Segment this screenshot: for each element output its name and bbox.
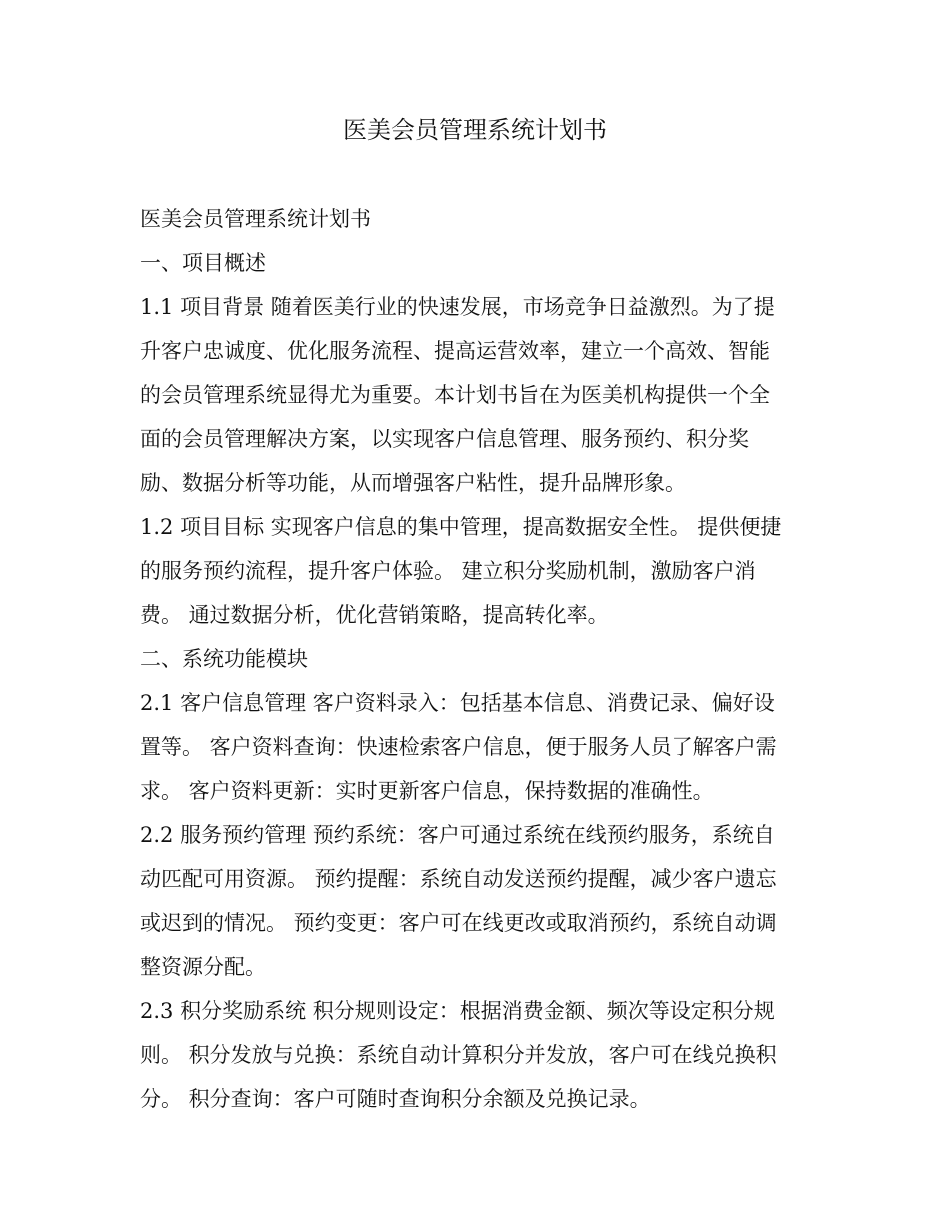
document-body (140, 197, 805, 1121)
body-line: 则。 积分发放与兑换：系统自动计算积分并发放，客户可在线兑换积 (140, 1043, 777, 1067)
section-heading: 一、项目概述 (140, 251, 266, 275)
body-line: 2.2 服务预约管理 预约系统：客户可通过系统在线预约服务，系统自 (140, 823, 775, 847)
body-line: 1.2 项目目标 实现客户信息的集中管理，提高数据安全性。 提供便捷 (140, 515, 782, 539)
body-line: 面的会员管理解决方案，以实现客户信息管理、服务预约、积分奖 (140, 427, 749, 451)
body-line: 整资源分配。 (140, 955, 266, 979)
body-line: 升客户忠诚度、优化服务流程、提高运营效率，建立一个高效、智能 (140, 339, 770, 363)
body-line: 1.1 项目背景 随着医美行业的快速发展，市场竞争日益激烈。为了提 (140, 295, 775, 319)
body-line: 动匹配可用资源。 预约提醒：系统自动发送预约提醒，减少客户遗忘 (140, 867, 777, 891)
body-line: 的服务预约流程，提升客户体验。 建立积分奖励机制，激励客户消 (140, 559, 756, 583)
body-line: 2.3 积分奖励系统 积分规则设定：根据消费金额、频次等设定积分规 (140, 999, 775, 1023)
body-line: 2.1 客户信息管理 客户资料录入：包括基本信息、消费记录、偏好设 (140, 691, 775, 715)
body-line: 或迟到的情况。 预约变更：客户可在线更改或取消预约，系统自动调 (140, 911, 777, 935)
body-line: 置等。 客户资料查询：快速检索客户信息，便于服务人员了解客户需 (140, 735, 777, 759)
body-line: 求。 客户资料更新：实时更新客户信息，保持数据的准确性。 (140, 779, 714, 803)
body-line: 医美会员管理系统计划书 (140, 207, 371, 231)
body-line: 的会员管理系统显得尤为重要。本计划书旨在为医美机构提供一个全 (140, 383, 770, 407)
body-line: 分。 积分查询：客户可随时查询积分余额及兑换记录。 (140, 1087, 651, 1111)
body-line: 励、数据分析等功能，从而增强客户粘性，提升品牌形象。 (140, 471, 686, 495)
section-heading: 二、系统功能模块 (140, 647, 308, 671)
body-line: 费。 通过数据分析，优化营销策略，提高转化率。 (140, 603, 609, 627)
document-title: 医美会员管理系统计划书 (343, 116, 607, 144)
